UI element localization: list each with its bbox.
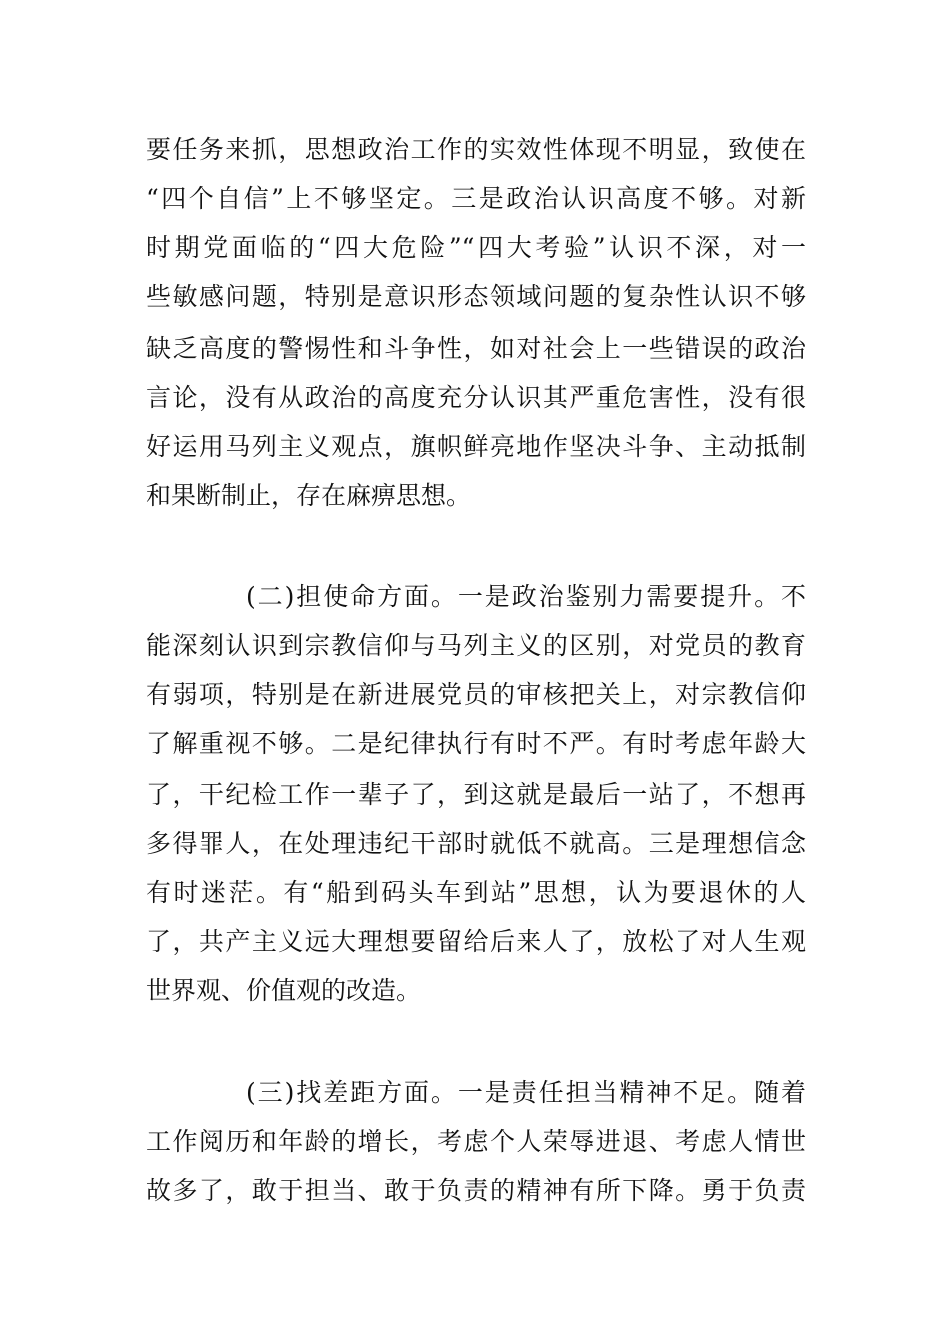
text-line: 了，干纪检工作一辈子了，到这就是最后一站了，不想再 — [146, 780, 806, 809]
text-line: 时期党面临的“四大危险”“四大考验”认识不深，对一 — [146, 233, 806, 262]
text-line: 好运用马列主义观点，旗帜鲜亮地作坚决斗争、主动抵制 — [146, 432, 806, 461]
text-line: 世界观、价值观的改造。 — [146, 976, 422, 1005]
text-line: 有弱项，特别是在新进展党员的审核把关上，对宗教信仰 — [146, 680, 806, 709]
paragraph-heading-line: (三)找差距方面。一是责任担当精神不足。随着 — [246, 1078, 806, 1107]
text-line: 了解重视不够。二是纪律执行有时不严。有时考虑年龄大 — [146, 729, 806, 758]
text-line: “四个自信”上不够坚定。三是政治认识高度不够。对新 — [146, 184, 806, 213]
text-line: 故多了，敢于担当、敢于负责的精神有所下降。勇于负责 — [146, 1176, 806, 1205]
text-line: 多得罪人，在处理违纪干部时就低不就高。三是理想信念 — [146, 829, 806, 858]
text-line: 缺乏高度的警惕性和斗争性，如对社会上一些错误的政治 — [146, 334, 806, 363]
text-line: 能深刻认识到宗教信仰与马列主义的区别，对党员的教育 — [146, 631, 806, 660]
text-line: 工作阅历和年龄的增长，考虑个人荣辱进退、考虑人情世 — [146, 1127, 806, 1156]
text-line: 要任务来抓，思想政治工作的实效性体现不明显，致使在 — [146, 135, 806, 164]
text-line: 些敏感问题，特别是意识形态领域问题的复杂性认识不够 — [146, 282, 806, 311]
paragraph-heading-line: (二)担使命方面。一是政治鉴别力需要提升。不 — [246, 582, 806, 611]
text-line: 了，共产主义远大理想要留给后来人了，放松了对人生观 — [146, 927, 806, 956]
text-line: 言论，没有从政治的高度充分认识其严重危害性，没有很 — [146, 383, 806, 412]
text-line: 有时迷茫。有“船到码头车到站”思想，认为要退休的人 — [146, 878, 806, 907]
text-line: 和果断制止，存在麻痹思想。 — [146, 481, 472, 510]
